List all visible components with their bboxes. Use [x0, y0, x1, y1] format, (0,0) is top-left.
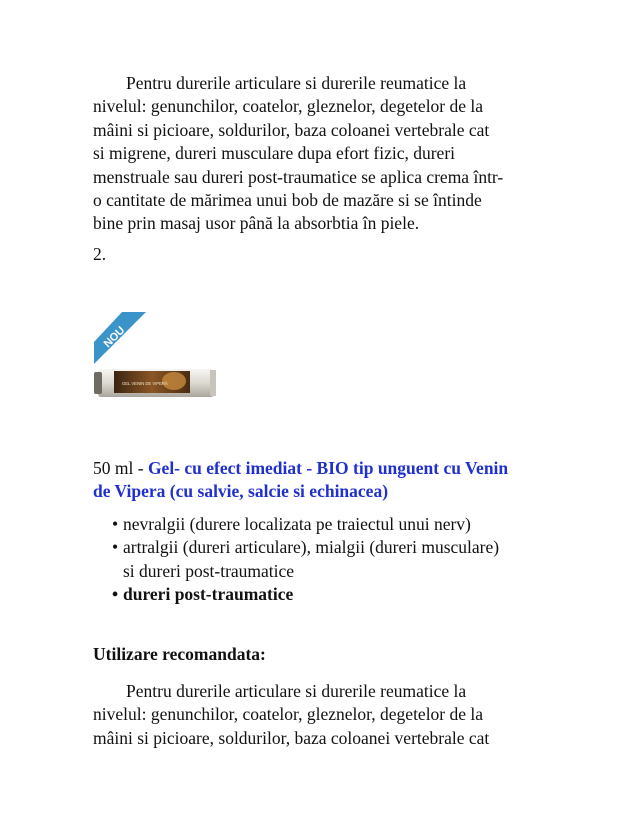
paragraph-line: si migrene, dureri musculare dupa efort fizic, dureri: [93, 143, 456, 164]
list-item-text: dureri post-traumatice: [123, 584, 294, 605]
indications-list: [93, 513, 563, 607]
paragraph-line: Pentru durerile articulare si durerile reumatice la: [126, 73, 467, 93]
item-number: 2.: [93, 244, 107, 264]
paragraph-line: mâini si picioare, soldurilor, baza coloanei vertebrale cat: [93, 727, 490, 748]
list-item: [93, 536, 563, 583]
bullet-dot: •: [112, 584, 119, 605]
nou-badge-text: NOU: [101, 324, 128, 351]
list-item: [93, 583, 563, 606]
product-name-line2: de Vipera (cu salvie, salcie si echinacea): [93, 481, 389, 502]
product-volume: 50 ml -: [93, 458, 148, 478]
list-item-text: artralgii (dureri articulare), mialgii (dureri musculare): [123, 537, 500, 558]
list-item-text: nevralgii (durere localizata pe traiectul unui nerv): [123, 514, 471, 534]
usage-paragraph: [93, 680, 553, 750]
paragraph-line: o cantitate de mărimea unui bob de mazăre si se întinde: [93, 190, 482, 211]
tube-cap: [94, 372, 102, 394]
list-item: [93, 513, 563, 536]
paragraph-line: mâini si picioare, soldurilor, baza coloanei vertebrale cat: [93, 119, 490, 140]
usage-heading: Utilizare recomandata:: [93, 644, 266, 664]
product-title: [93, 457, 553, 504]
intro-paragraph: [93, 72, 553, 236]
bullet-dot: •: [112, 514, 119, 534]
tube-crimp: [210, 370, 216, 396]
product-image: [92, 312, 220, 412]
paragraph-line: bine prin masaj usor până la absorbtia în piele.: [93, 213, 420, 234]
paragraph-line: Pentru durerile articulare si durerile reumatice la: [126, 681, 467, 701]
list-item-text: si dureri post-traumatice: [123, 560, 295, 581]
paragraph-line: menstruale sau dureri post-traumatice se aplica crema într-: [93, 166, 504, 187]
paragraph-line: nivelul: genunchilor, coatelor, gleznelor, degetelor de la: [93, 96, 484, 117]
paragraph-line: nivelul: genunchilor, coatelor, gleznelor, degetelor de la: [93, 704, 484, 725]
bullet-dot: •: [112, 537, 119, 558]
tube-label-text: GEL VENIN DE VIPERĂ: [122, 381, 168, 386]
product-name-line1: Gel- cu efect imediat - BIO tip unguent cu Venin: [147, 458, 509, 478]
